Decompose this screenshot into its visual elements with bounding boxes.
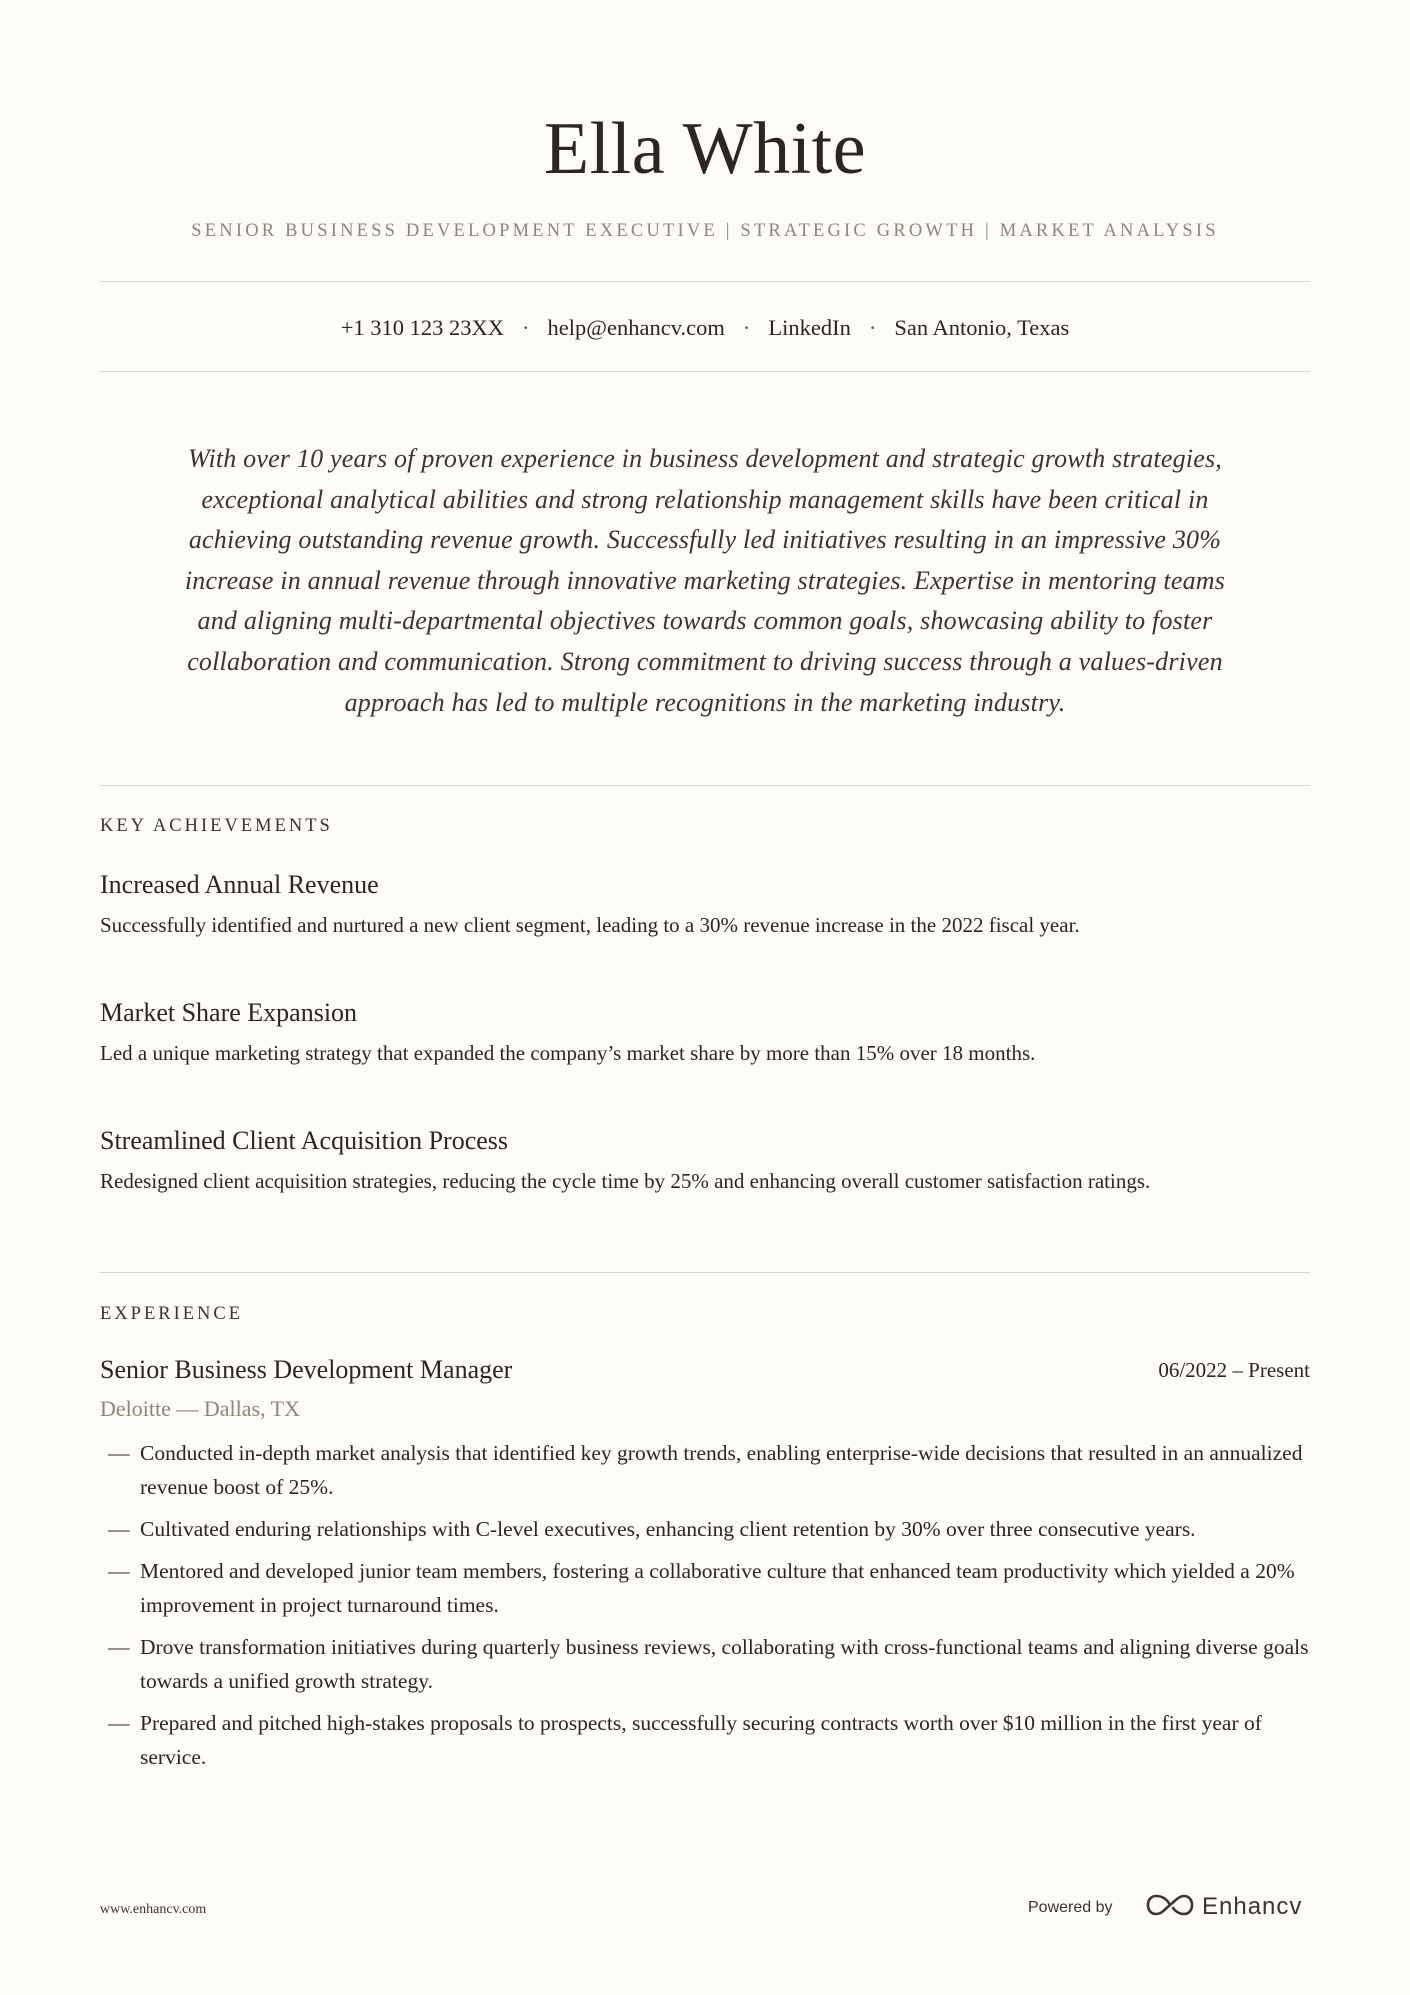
section-title-experience: EXPERIENCE [100,1304,244,1324]
achievement-title: Market Share Expansion [100,998,358,1027]
separator-dot: · [522,315,530,340]
enhancv-brand[interactable] [1146,1889,1302,1925]
divider [100,1272,1310,1273]
job-dates: 06/2022 – Present [1158,1358,1310,1382]
list-item: — Prepared and pitched high-stakes proposals to prospects, successfully securing contracts worth over $10 million in the first year of service. [100,1706,1310,1774]
achievement-description: Successfully identified and nurtured a new client segment, leading to a 30% revenue increase in the 2022 fiscal year. [100,913,1080,937]
phone-number: +1 310 123 23XX [340,315,505,340]
enhancv-logo-icon [1146,1892,1194,1923]
contact-bar [100,313,1310,343]
list-item: — Mentored and developed junior team members, fostering a collaborative culture that enhanced team productivity which yielded a 20% improvement in project turnaround times. [100,1554,1310,1622]
location: San Antonio, Texas [894,315,1070,340]
linkedin-link[interactable]: LinkedIn [768,315,851,340]
achievement-item [100,996,1310,1068]
list-item: — Conducted in-depth market analysis that identified key growth trends, enabling enterprise-wide decisions that resulted in an annualized revenue boost of 25%. [100,1436,1310,1504]
job-bullets [100,1436,1310,1774]
bullet-dash: — [108,1711,130,1735]
section-title-achievements: KEY ACHIEVEMENTS [100,816,333,836]
achievement-title: Increased Annual Revenue [100,870,379,899]
separator-dot: · [742,315,751,340]
bullet-dash: — [108,1635,130,1659]
experience-entry [100,1352,1310,1782]
achievement-item [100,1124,1310,1196]
bullet-dash: — [108,1517,130,1541]
list-item: — Drove transformation initiatives during quarterly business reviews, collaborating with cross-functional teams and aligning diverse goals towards a unified growth strategy. [100,1630,1310,1698]
achievement-description: Led a unique marketing strategy that expanded the company’s market share by more than 15% over 18 months. [100,1041,1036,1065]
job-title: Senior Business Development Manager [100,1355,513,1384]
footer-url[interactable]: www.enhancv.com [100,1902,207,1917]
summary-text: With over 10 years of proven experience in business development and strategic growth strategies, exceptional analytical abilities and strong relationship management skills have been critical in achieving outstanding revenue growth. Successfully led initiatives resulting in an impressive 30% increase in annual revenue through innovative marketing strategies. Expertise in mentoring teams and aligning multi-departmental objectives towards common goals, showcasing ability to foster collaboration and communication. Strong commitment to driving success through a values-driven approach has led to multiple recognitions in the marketing industry. [184,444,1226,717]
powered-by-label: Powered by [1028,1899,1113,1916]
job-company: Deloitte — Dallas, TX [100,1396,300,1421]
candidate-headline: SENIOR BUSINESS DEVELOPMENT EXECUTIVE | STRATEGIC GROWTH | MARKET ANALYSIS [191,221,1219,241]
divider [100,371,1310,372]
list-item: — Cultivated enduring relationships with C-level executives, enhancing client retention by 30% over three consecutive years. [100,1512,1310,1546]
achievement-item [100,868,1310,940]
divider [100,785,1310,786]
achievement-title: Streamlined Client Acquisition Process [100,1126,509,1155]
divider [100,281,1310,282]
bullet-dash: — [108,1441,130,1465]
brand-name: Enhancv [1202,1893,1303,1920]
email-link[interactable]: help@enhancv.com [547,315,725,340]
bullet-dash: — [108,1559,130,1583]
candidate-name: Ella White [543,108,867,190]
separator-dot: · [868,315,877,340]
achievement-description: Redesigned client acquisition strategies, reducing the cycle time by 25% and enhancing overall customer satisfaction ratings. [100,1169,1151,1193]
